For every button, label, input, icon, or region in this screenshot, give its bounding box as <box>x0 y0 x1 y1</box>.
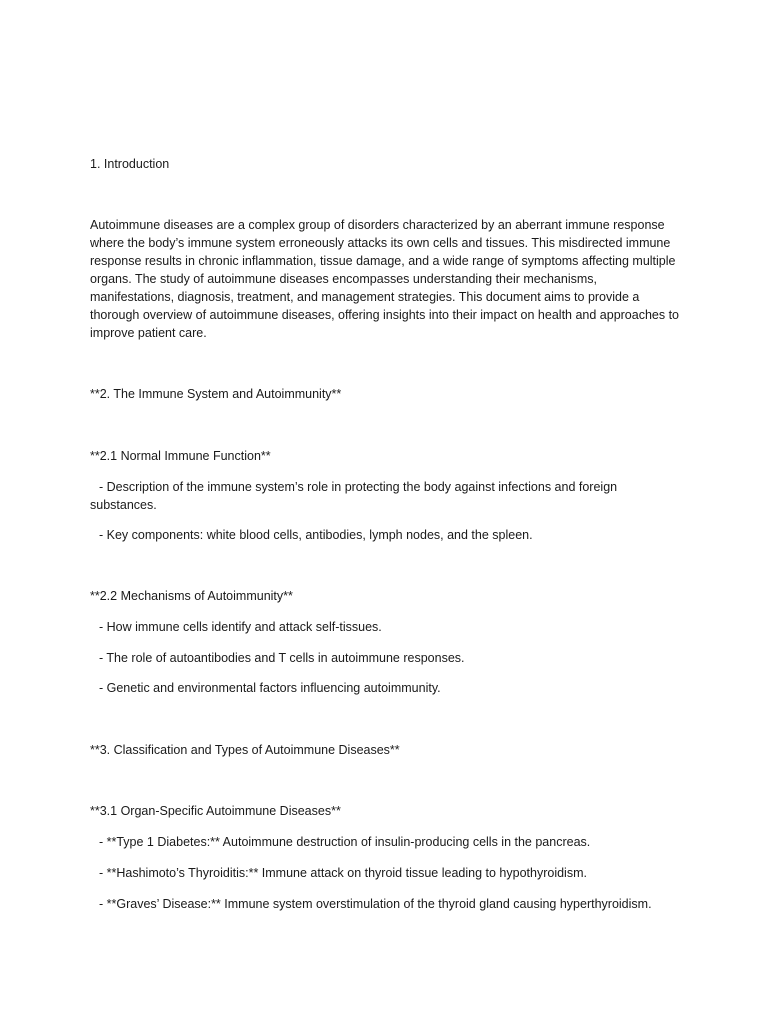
section-2-2-item-3: - Genetic and environmental factors influencing autoimmunity. <box>99 681 441 695</box>
intro-paragraph: Autoimmune diseases are a complex group of disorders characterized by an aberrant immune response where the body’s immune system erroneously attacks its own cells and tissues. This misdirected immune response results in chronic inflammation, tissue damage, and a wide range of symptoms affecting multiple organs. The study of autoimmune diseases encompasses understanding their mechanisms, manifestations, diagnosis, treatment, and management strategies. This document aims to provide a thorough overview of autoimmune diseases, offering insights into their impact on health and approaches to improve patient care. <box>90 218 680 340</box>
section-2-1-heading: **2.1 Normal Immune Function** <box>90 449 271 463</box>
section-1-heading: 1. Introduction <box>90 157 170 171</box>
section-2-1-item-2: - Key components: white blood cells, antibodies, lymph nodes, and the spleen. <box>99 528 533 542</box>
section-2-1-item-1: - Description of the immune system’s role in protecting the body against infections and foreign substances. <box>90 480 618 512</box>
section-3-1-item-3: - **Graves’ Disease:** Immune system overstimulation of the thyroid gland causing hyperthyroidism. <box>99 897 652 911</box>
section-3-1-item-2: - **Hashimoto’s Thyroiditis:** Immune attack on thyroid tissue leading to hypothyroidism. <box>99 866 587 880</box>
section-3-1-item-1: - **Type 1 Diabetes:** Autoimmune destruction of insulin-producing cells in the pancreas. <box>99 835 591 849</box>
section-2-2-item-2: - The role of autoantibodies and T cells in autoimmune responses. <box>99 651 465 665</box>
section-2-heading: **2. The Immune System and Autoimmunity** <box>90 387 342 401</box>
section-2-2-heading: **2.2 Mechanisms of Autoimmunity** <box>90 589 293 603</box>
section-2-2-item-1: - How immune cells identify and attack self-tissues. <box>99 620 382 634</box>
section-3-heading: **3. Classification and Types of Autoimmune Diseases** <box>90 743 400 757</box>
section-3-1-heading: **3.1 Organ-Specific Autoimmune Diseases** <box>90 804 341 818</box>
